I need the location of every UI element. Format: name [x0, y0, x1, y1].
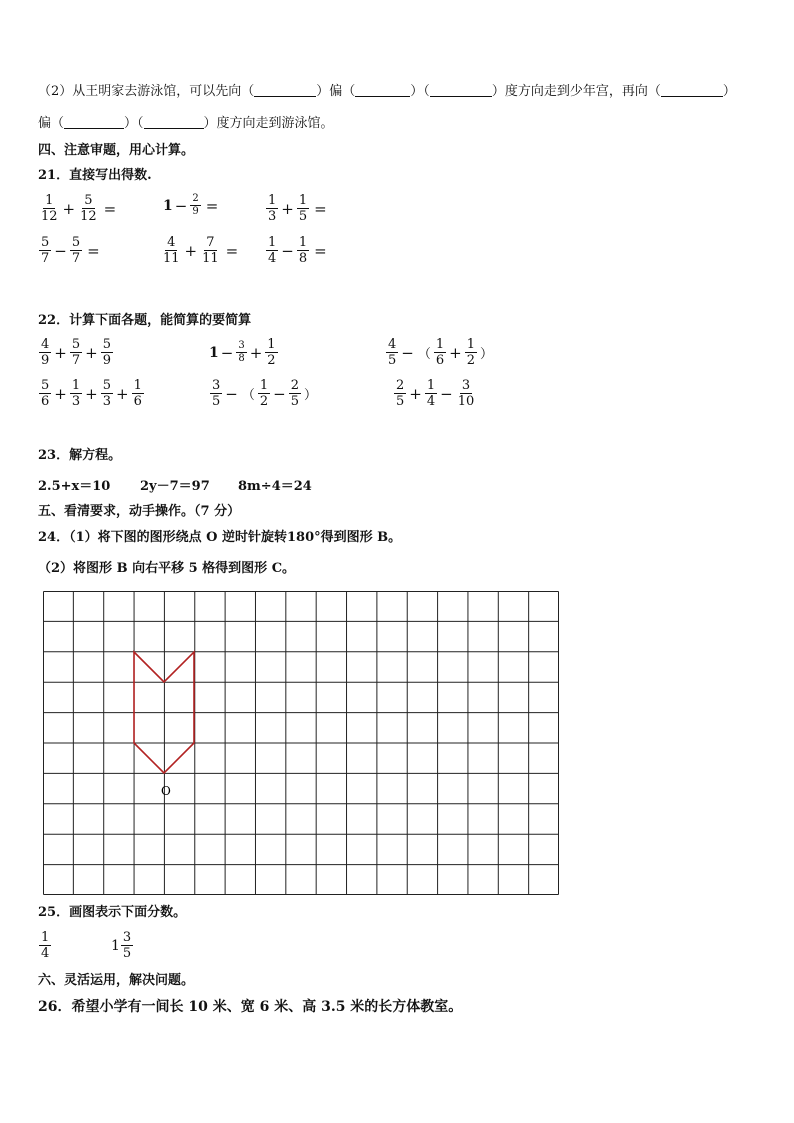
q20-part2-line1: （2）从王明家去游泳馆，可以先向（ ）偏（ ）（ ）度方向走到少年宫，再向（ ）: [38, 84, 736, 99]
q23-equation-3: 8m÷4＝24: [238, 479, 312, 494]
fraction: $\frac{3}{8}$: [238, 340, 245, 364]
fraction: $\frac{1}{3}$: [268, 193, 277, 224]
q23-equation-1: 2.5+x＝10: [38, 479, 111, 494]
q21-title: 21．直接写出得数.: [38, 168, 152, 183]
fraction: $\frac{5}{7}$: [71, 337, 81, 368]
q22-expr-4: $\frac{5}{6}$ + $\frac{1}{3}$ + $\frac{5}{3}$ + $\frac{1}{6}$: [41, 378, 142, 409]
fraction: $\frac{5}{3}$: [102, 378, 111, 409]
fraction: $\frac{5}{12}$: [80, 193, 97, 224]
fraction: $\frac{1}{5}$: [298, 193, 308, 224]
fraction: $\frac{2}{5}$: [290, 378, 300, 409]
fraction: $\frac{1}{12}$: [41, 193, 58, 224]
q21-expr-6: $\frac{1}{4}$ − $\frac{1}{8}$ =: [268, 235, 327, 266]
q23-title: 23．解方程。: [38, 448, 122, 463]
drawing-grid[interactable]: [43, 591, 559, 895]
fraction: $\frac{1}{4}$: [426, 378, 436, 409]
fraction: $\frac{1}{4}$: [268, 235, 277, 266]
answer-blank[interactable]: [64, 116, 124, 129]
answer-blank[interactable]: [144, 116, 204, 129]
q21-expr-3: $\frac{1}{3}$ + $\frac{1}{5}$ =: [268, 193, 327, 224]
fraction: $\frac{1}{2}$: [259, 378, 269, 409]
fraction: $\frac{1}{2}$: [267, 337, 276, 368]
fraction: $\frac{3}{5}$: [212, 378, 221, 409]
q23-equation-2: 2y－7＝97: [140, 479, 210, 494]
fraction: $\frac{7}{11}$: [202, 235, 219, 266]
fraction: $\frac{2}{9}$: [192, 193, 199, 217]
q20-part2-line2: 偏（ ）（ ）度方向走到游泳馆。: [38, 116, 334, 131]
q24-instruction-1: 24．（1）将下图的图形绕点 O 逆时针旋转180°得到图形 B。: [38, 530, 402, 545]
fraction: $\frac{1}{3}$: [71, 378, 81, 409]
q22-expr-6: $\frac{2}{5}$ + $\frac{1}{4}$ − $\frac{3}{10}$: [396, 378, 475, 409]
fraction: $\frac{1}{8}$: [298, 235, 308, 266]
fraction: $\frac{5}{7}$: [71, 235, 81, 266]
fraction: $\frac{5}{6}$: [41, 378, 50, 409]
point-o-label: O: [161, 784, 171, 798]
q22-expr-1: $\frac{4}{9}$ + $\frac{5}{7}$ + $\frac{5}{9}$: [41, 337, 111, 368]
fraction: $\frac{3}{10}$: [457, 378, 475, 409]
q26-title: 26．希望小学有一间长 10 米、宽 6 米、高 3.5 米的长方体教室。: [38, 999, 463, 1015]
q22-expr-2: 1 − $\frac{3}{8}$ + $\frac{1}{2}$: [209, 337, 276, 368]
section6-title: 六、灵活运用，解决问题。: [38, 973, 195, 988]
grid-lines: [44, 592, 559, 895]
q22-expr-3: $\frac{4}{5}$ − （ $\frac{1}{6}$ + $\frac{1}{2}$ ）: [388, 337, 494, 368]
fraction: $\frac{4}{11}$: [163, 235, 180, 266]
fraction: $\frac{1}{4}$: [41, 930, 50, 961]
fraction: $\frac{4}{9}$: [41, 337, 50, 368]
fraction: $\frac{2}{5}$: [396, 378, 405, 409]
fraction: $\frac{3}{5}$: [122, 930, 132, 961]
fraction: $\frac{1}{6}$: [435, 337, 445, 368]
answer-blank[interactable]: [254, 84, 316, 97]
fraction: $\frac{5}{7}$: [41, 235, 50, 266]
fraction: $\frac{1}{2}$: [466, 337, 476, 368]
section5-title: 五、看清要求，动手操作。（7 分）: [38, 504, 241, 519]
answer-blank[interactable]: [430, 84, 492, 97]
fraction: $\frac{5}{9}$: [102, 337, 111, 368]
section4-title: 四、注意审题，用心计算。: [38, 143, 195, 158]
q21-expr-1: $\frac{1}{12}$ + $\frac{5}{12}$ =: [41, 193, 117, 224]
q22-title: 22．计算下面各题，能简算的要简算: [38, 313, 252, 328]
q25-fraction-1: [38, 930, 52, 961]
answer-blank[interactable]: [355, 84, 410, 97]
fraction: $\frac{1}{6}$: [133, 378, 142, 409]
q25-fraction-2: 1 $\frac{3}{5}$: [111, 930, 132, 961]
q22-expr-5: $\frac{3}{5}$ − （ $\frac{1}{2}$ − $\frac{2}{5}$ ）: [212, 378, 318, 409]
answer-blank[interactable]: [661, 84, 723, 97]
q21-expr-5: $\frac{4}{11}$ + $\frac{7}{11}$ =: [163, 235, 239, 266]
q21-expr-2: 1 − $\frac{2}{9}$ =: [163, 193, 219, 217]
grid-svg: [43, 591, 559, 895]
q25-title: 25．画图表示下面分数。: [38, 905, 187, 920]
q21-expr-4: $\frac{5}{7}$ − $\frac{5}{7}$ =: [41, 235, 100, 266]
q24-instruction-2: （2）将图形 B 向右平移 5 格得到图形 C。: [38, 561, 296, 576]
fraction: $\frac{4}{5}$: [388, 337, 397, 368]
